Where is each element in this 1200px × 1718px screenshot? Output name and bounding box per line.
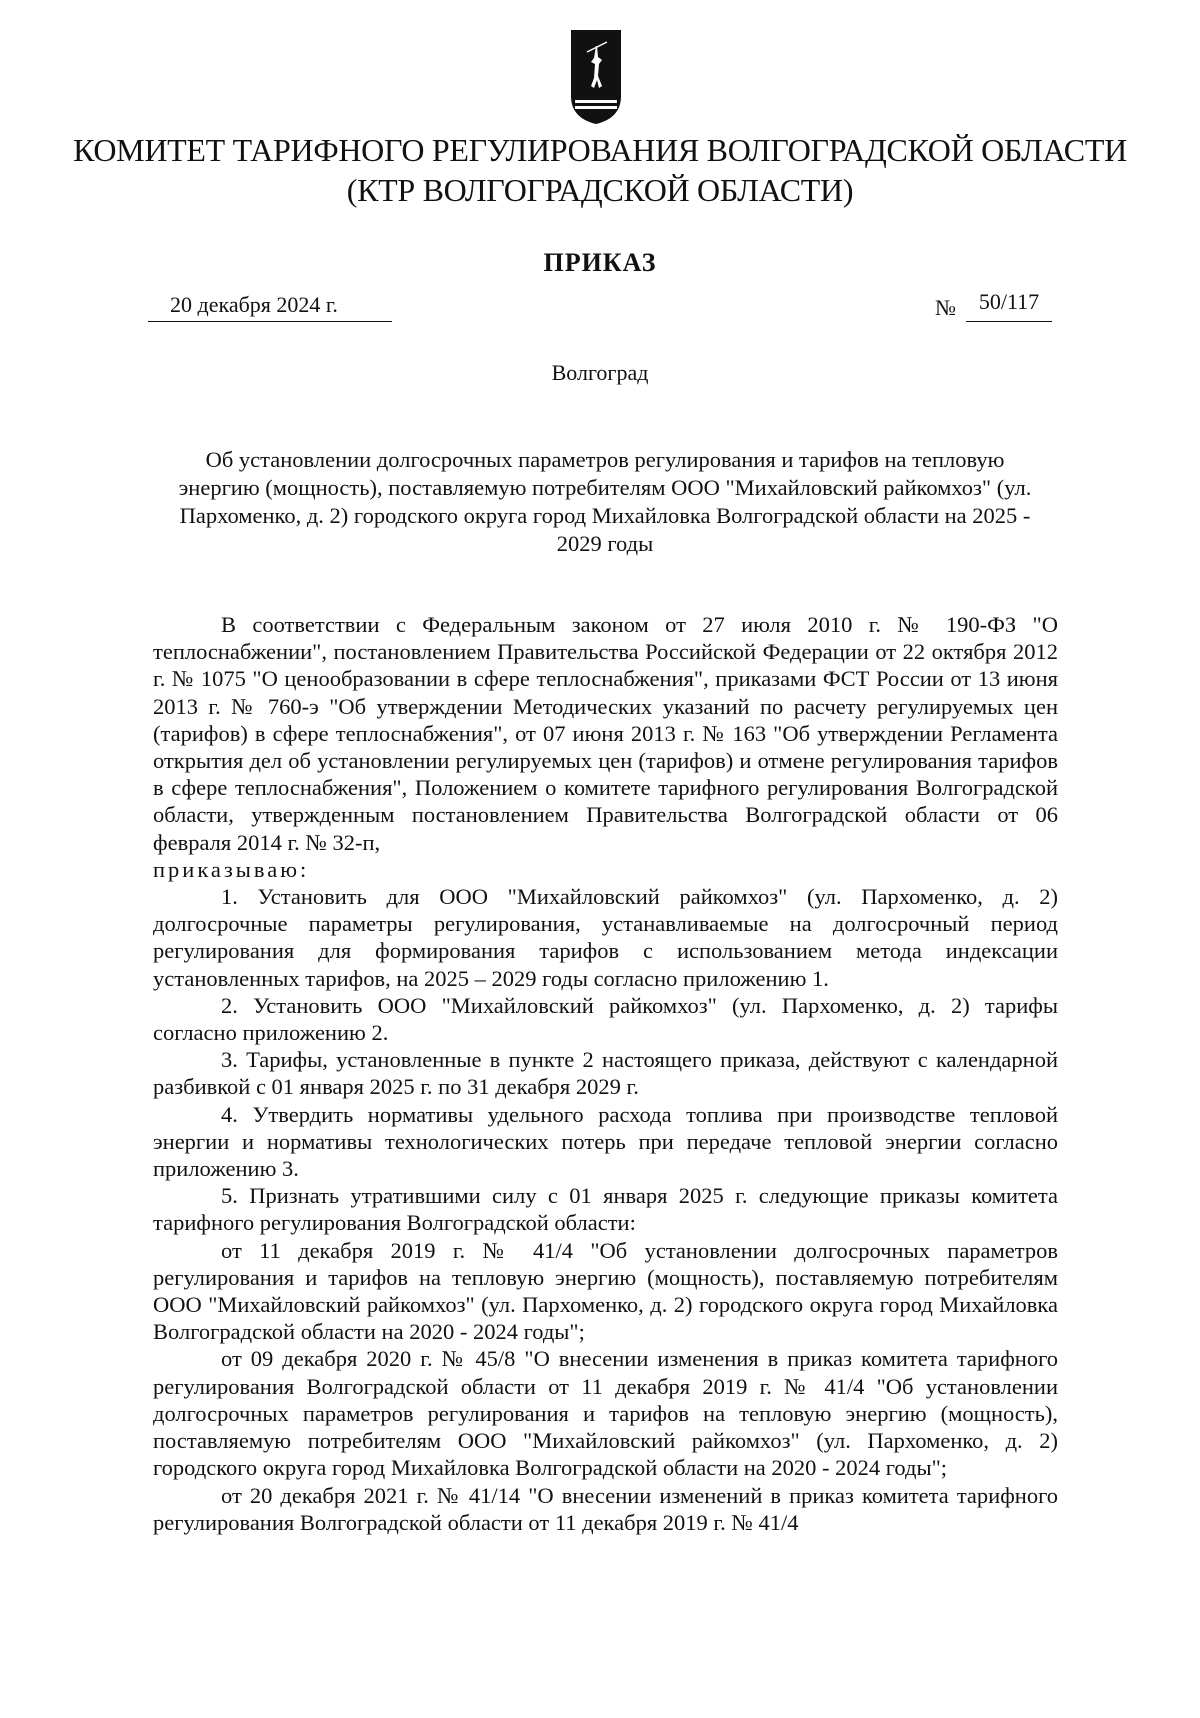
organization-name: КОМИТЕТ ТАРИФНОГО РЕГУЛИРОВАНИЯ ВОЛГОГРАДСКОЙ ОБЛАСТИ	[73, 132, 1127, 168]
order-city: Волгоград	[551, 360, 649, 385]
order-item-2: 2. Установить ООО "Михайловский райкомхоз" (ул. Пархоменко, д. 2) тарифы согласно приложению 2.	[153, 992, 1058, 1046]
order-number-label: №	[935, 295, 956, 320]
order-item-5: 5. Признать утратившими силу с 01 января 2025 г. следующие приказы комитета тарифного регулирования Волгоградской области:	[153, 1183, 1058, 1236]
order-item-4: 4. Утвердить нормативы удельного расхода топлива при производстве тепловой энергии и нормативы технологических потерь при передаче тепловой энергии согласно приложению 3.	[153, 1101, 1058, 1182]
order-item-1: 1. Установить для ООО "Михайловский райкомхоз" (ул. Пархоменко, д. 2) долгосрочные параметры регулирования, устанавливаемые на долгосрочный период регулирования для формирования тарифов с использованием метода индексации установленных тарифов, на 2025 – 2029 годы согласно приложению 1.	[153, 884, 1058, 991]
order-number: 50/117	[966, 289, 1052, 322]
volgograd-coat-of-arms-icon	[567, 28, 625, 126]
order-body	[153, 611, 1058, 1536]
organization-abbreviation: (КТР ВОЛГОГРАДСКОЙ ОБЛАСТИ)	[346, 172, 854, 208]
preamble-paragraph: В соответствии с Федеральным законом от 27 июля 2010 г. № 190-ФЗ "О теплоснабжении", постановлением Правительства Российской Федерации от 22 октября 2012 г. № 1075 "О ценообразовании в сфере теплоснабжения", приказами ФСТ России от 13 июня 2013 г. № 760-э "Об утверждении Методических указаний по расчету регулируемых цен (тарифов) в сфере теплоснабжения", от 07 июня 2013 г. № 163 "Об утверждении Регламента открытия дел об установлении регулируемых цен (тарифов) и отмене регулирования тарифов в сфере теплоснабжения", Положением о комитете тарифного регулирования Волгоградской области, утвержденным постановлением Правительства Волгоградской области от 06 февраля 2014 г. № 32-п,	[153, 612, 1058, 855]
order-date: 20 декабря 2024 г.	[148, 292, 392, 322]
document-type: ПРИКАЗ	[543, 248, 657, 277]
revoked-order-2: от 09 декабря 2020 г. № 45/8 "О внесении изменения в приказ комитета тарифного регулирования Волгоградской области от 11 декабря 2019 г. № 41/4 "Об установлении долгосрочных параметров регулирования и тарифов на тепловую энергию (мощность), поставляемую потребителям ООО "Михайловский райкомхоз" (ул. Пархоменко, д. 2) городского округа город Михайловка Волгоградской области на 2020 - 2024 годы";	[153, 1346, 1058, 1481]
revoked-order-1: от 11 декабря 2019 г. № 41/4 "Об установлении долгосрочных параметров регулирования и тарифов на тепловую энергию (мощность), поставляемую потребителям ООО "Михайловский райкомхоз" (ул. Пархоменко, д. 2) городского округа город Михайловка Волгоградской области на 2020 - 2024 годы";	[153, 1237, 1058, 1345]
revoked-order-3: от 20 декабря 2021 г. № 41/14 "О внесении изменений в приказ комитета тарифного регулирования Волгоградской области от 11 декабря 2019 г. № 41/4	[153, 1482, 1058, 1535]
order-item-3: 3. Тарифы, установленные в пункте 2 настоящего приказа, действуют с календарной разбивкой с 01 января 2025 г. по 31 декабря 2029 г.	[153, 1047, 1058, 1100]
order-word: приказываю:	[153, 856, 310, 882]
order-subject: Об установлении долгосрочных параметров регулирования и тарифов на тепловую энергию (мощность), поставляемую потребителям ООО "Михайловский райкомхоз" (ул. Пархоменко, д. 2) городского округа город Михайловка Волгоградской области на 2025 - 2029 годы	[178, 447, 1032, 556]
